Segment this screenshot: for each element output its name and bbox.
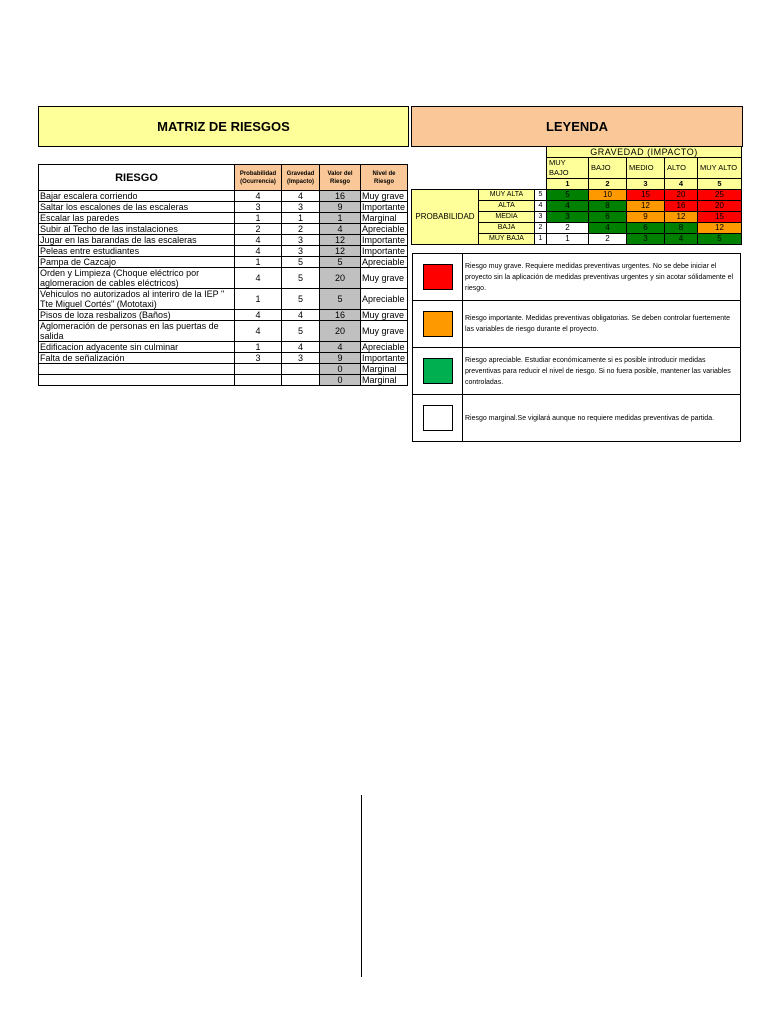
severity-label: ALTO <box>665 158 698 179</box>
table-row <box>39 191 408 202</box>
risk-name: Jugar en las barandas de las escaleras <box>39 235 235 246</box>
legend-row <box>413 254 741 301</box>
severity-number: 5 <box>698 179 742 190</box>
table-row <box>39 310 408 321</box>
table-row <box>39 213 408 224</box>
matrix-cell: 20 <box>698 201 742 212</box>
risk-value: 12 <box>320 235 361 246</box>
risk-level: Marginal <box>361 364 408 375</box>
risk-severity: 5 <box>282 257 320 268</box>
probability-label: BAJA <box>479 223 535 234</box>
risk-probability: 4 <box>235 321 282 342</box>
risk-level: Importante <box>361 353 408 364</box>
risk-level: Apreciable <box>361 224 408 235</box>
risk-level: Importante <box>361 235 408 246</box>
risk-name: Bajar escalera corriendo <box>39 191 235 202</box>
matrix-cell: 10 <box>589 190 627 201</box>
table-row <box>39 202 408 213</box>
risk-matrix <box>411 146 742 245</box>
probability-number: 2 <box>535 223 547 234</box>
legend-color-swatch <box>423 405 453 431</box>
probability-label: MUY BAJA <box>479 234 535 245</box>
gravedad-label: GRAVEDAD (IMPACTO) <box>547 147 742 158</box>
risk-severity: 5 <box>282 321 320 342</box>
blank-cell <box>412 179 547 190</box>
risk-value: 5 <box>320 257 361 268</box>
table-row <box>39 224 408 235</box>
risk-value: 20 <box>320 268 361 289</box>
risk-value: 20 <box>320 321 361 342</box>
header-riesgo: RIESGO <box>39 165 235 191</box>
severity-number-row <box>412 179 742 190</box>
probability-label: MEDIA <box>479 212 535 223</box>
risk-name <box>39 375 235 386</box>
risk-level: Marginal <box>361 375 408 386</box>
risk-value: 0 <box>320 364 361 375</box>
header-gravedad: Gravedad (Impacto) <box>282 165 320 191</box>
table-row <box>39 353 408 364</box>
severity-label: BAJO <box>589 158 627 179</box>
legend-color-swatch <box>423 264 453 290</box>
risk-severity: 3 <box>282 246 320 257</box>
risk-severity: 4 <box>282 342 320 353</box>
risk-level: Apreciable <box>361 342 408 353</box>
matrix-cell: 15 <box>698 212 742 223</box>
risk-probability: 1 <box>235 342 282 353</box>
probability-row <box>412 190 742 201</box>
risk-name: Peleas entre estudiantes <box>39 246 235 257</box>
legend-swatch-cell <box>413 301 463 348</box>
risk-value: 9 <box>320 353 361 364</box>
matrix-cell: 12 <box>627 201 665 212</box>
severity-label: MEDIO <box>627 158 665 179</box>
table-row <box>39 364 408 375</box>
gravedad-row <box>412 147 742 158</box>
legend-swatch-cell <box>413 254 463 301</box>
risk-severity: 4 <box>282 310 320 321</box>
risk-value: 12 <box>320 246 361 257</box>
risk-name: Saltar los escalones de las escaleras <box>39 202 235 213</box>
legend-color-swatch <box>423 358 453 384</box>
table-row <box>39 235 408 246</box>
risk-probability <box>235 364 282 375</box>
matrix-cell: 9 <box>627 212 665 223</box>
matrix-cell: 6 <box>589 212 627 223</box>
matrix-cell: 4 <box>589 223 627 234</box>
blank-cell <box>412 147 547 158</box>
severity-number: 4 <box>665 179 698 190</box>
matrix-cell: 20 <box>665 190 698 201</box>
legend-row <box>413 395 741 442</box>
risk-level: Marginal <box>361 213 408 224</box>
risk-value: 16 <box>320 191 361 202</box>
probability-number: 1 <box>535 234 547 245</box>
legend-swatch-cell <box>413 348 463 395</box>
matrix-cell: 3 <box>547 212 589 223</box>
risk-name: Vehiculos no autorizados al interiro de la IEP " Tte Miguel Cortés" (Mototaxi) <box>39 289 235 310</box>
matrix-cell: 8 <box>665 223 698 234</box>
risk-value: 0 <box>320 375 361 386</box>
legend-row <box>413 348 741 395</box>
matrix-cell: 5 <box>698 234 742 245</box>
risk-probability: 3 <box>235 353 282 364</box>
risk-probability: 4 <box>235 191 282 202</box>
risk-severity: 3 <box>282 235 320 246</box>
risk-severity: 4 <box>282 191 320 202</box>
risk-severity <box>282 375 320 386</box>
legend-swatch-cell <box>413 395 463 442</box>
leyenda-title: LEYENDA <box>411 106 743 147</box>
table-row <box>39 321 408 342</box>
risk-level: Apreciable <box>361 289 408 310</box>
risk-level: Apreciable <box>361 257 408 268</box>
risk-level: Muy grave <box>361 310 408 321</box>
risk-value: 1 <box>320 213 361 224</box>
risk-value: 4 <box>320 342 361 353</box>
table-row <box>39 289 408 310</box>
probability-label: ALTA <box>479 201 535 212</box>
risk-name: Edificacion adyacente sin culminar <box>39 342 235 353</box>
legend-color-swatch <box>423 311 453 337</box>
blank-cell <box>412 158 547 179</box>
risk-level: Importante <box>361 202 408 213</box>
table-row <box>39 268 408 289</box>
risk-severity: 2 <box>282 224 320 235</box>
risk-severity: 5 <box>282 268 320 289</box>
matrix-cell: 2 <box>547 223 589 234</box>
legend-table <box>412 253 741 442</box>
risk-severity <box>282 364 320 375</box>
severity-number: 2 <box>589 179 627 190</box>
risk-severity: 5 <box>282 289 320 310</box>
risk-severity: 3 <box>282 353 320 364</box>
risk-name: Pampa de Cazcajo <box>39 257 235 268</box>
probability-label: MUY ALTA <box>479 190 535 201</box>
table-row <box>39 375 408 386</box>
matrix-cell: 2 <box>589 234 627 245</box>
risk-level: Muy grave <box>361 191 408 202</box>
severity-label: MUY BAJO <box>547 158 589 179</box>
matriz-title: MATRIZ DE RIESGOS <box>38 106 409 147</box>
risk-probability <box>235 375 282 386</box>
legend-text: Riesgo apreciable. Estudiar económicamente si es posible introducir medidas preventivas para reducir el nivel de riesgo. Si no fuera posible, mantener las variables controladas. <box>463 348 741 395</box>
risk-value: 5 <box>320 289 361 310</box>
risk-level: Importante <box>361 246 408 257</box>
risk-probability: 1 <box>235 213 282 224</box>
matrix-cell: 15 <box>627 190 665 201</box>
probability-number: 3 <box>535 212 547 223</box>
severity-label: MUY ALTO <box>698 158 742 179</box>
risk-probability: 2 <box>235 224 282 235</box>
risk-level: Muy grave <box>361 321 408 342</box>
risk-name: Aglomeración de personas en las puertas de salida <box>39 321 235 342</box>
matrix-cell: 12 <box>665 212 698 223</box>
header-probabilidad: Probabilidad (Ocurrencia) <box>235 165 282 191</box>
matrix-cell: 8 <box>589 201 627 212</box>
risk-name: Escalar las paredes <box>39 213 235 224</box>
legend-text: Riesgo importante. Medidas preventivas obligatorias. Se deben controlar fuertemente las variables de riesgo durante el proyecto. <box>463 301 741 348</box>
risk-name: Orden y Limpieza (Choque eléctrico por aglomeracion de cables eléctricos) <box>39 268 235 289</box>
severity-number: 1 <box>547 179 589 190</box>
severity-number: 3 <box>627 179 665 190</box>
risk-name: Subir al Techo de las instalaciones <box>39 224 235 235</box>
risk-name <box>39 364 235 375</box>
header-nivel: Nivel de Riesgo <box>361 165 408 191</box>
risk-probability: 4 <box>235 268 282 289</box>
legend-text: Riesgo muy grave. Requiere medidas preventivas urgentes. No se debe iniciar el proyecto sin la aplicación de medidas preventivas urgentes y sin acotar sólidamente el riesgo. <box>463 254 741 301</box>
risk-value: 4 <box>320 224 361 235</box>
table-row <box>39 342 408 353</box>
probability-number: 4 <box>535 201 547 212</box>
header-valor: Valor del Riesgo <box>320 165 361 191</box>
risk-probability: 1 <box>235 257 282 268</box>
matrix-cell: 1 <box>547 234 589 245</box>
risk-probability: 4 <box>235 246 282 257</box>
risk-probability: 3 <box>235 202 282 213</box>
risk-value: 16 <box>320 310 361 321</box>
matrix-cell: 3 <box>627 234 665 245</box>
table-row <box>39 246 408 257</box>
legend-text: Riesgo marginal.Se vigilará aunque no requiere medidas preventivas de partida. <box>463 395 741 442</box>
risk-table-body <box>39 191 408 386</box>
risk-name: Pisos de loza resbalizos (Baños) <box>39 310 235 321</box>
risk-severity: 1 <box>282 213 320 224</box>
legend-row <box>413 301 741 348</box>
risk-probability: 1 <box>235 289 282 310</box>
severity-label-row <box>412 158 742 179</box>
risk-probability: 4 <box>235 310 282 321</box>
matrix-cell: 4 <box>665 234 698 245</box>
divider-line <box>361 795 362 977</box>
risk-table <box>38 164 408 386</box>
table-row <box>39 257 408 268</box>
matrix-cell: 25 <box>698 190 742 201</box>
matrix-cell: 5 <box>547 190 589 201</box>
matrix-cell: 4 <box>547 201 589 212</box>
risk-probability: 4 <box>235 235 282 246</box>
risk-severity: 3 <box>282 202 320 213</box>
risk-name: Falta de señalización <box>39 353 235 364</box>
matrix-cell: 6 <box>627 223 665 234</box>
matrix-cell: 12 <box>698 223 742 234</box>
risk-level: Muy grave <box>361 268 408 289</box>
risk-value: 9 <box>320 202 361 213</box>
probability-number: 5 <box>535 190 547 201</box>
matrix-cell: 16 <box>665 201 698 212</box>
probabilidad-label: PROBABILIDAD <box>412 190 479 245</box>
